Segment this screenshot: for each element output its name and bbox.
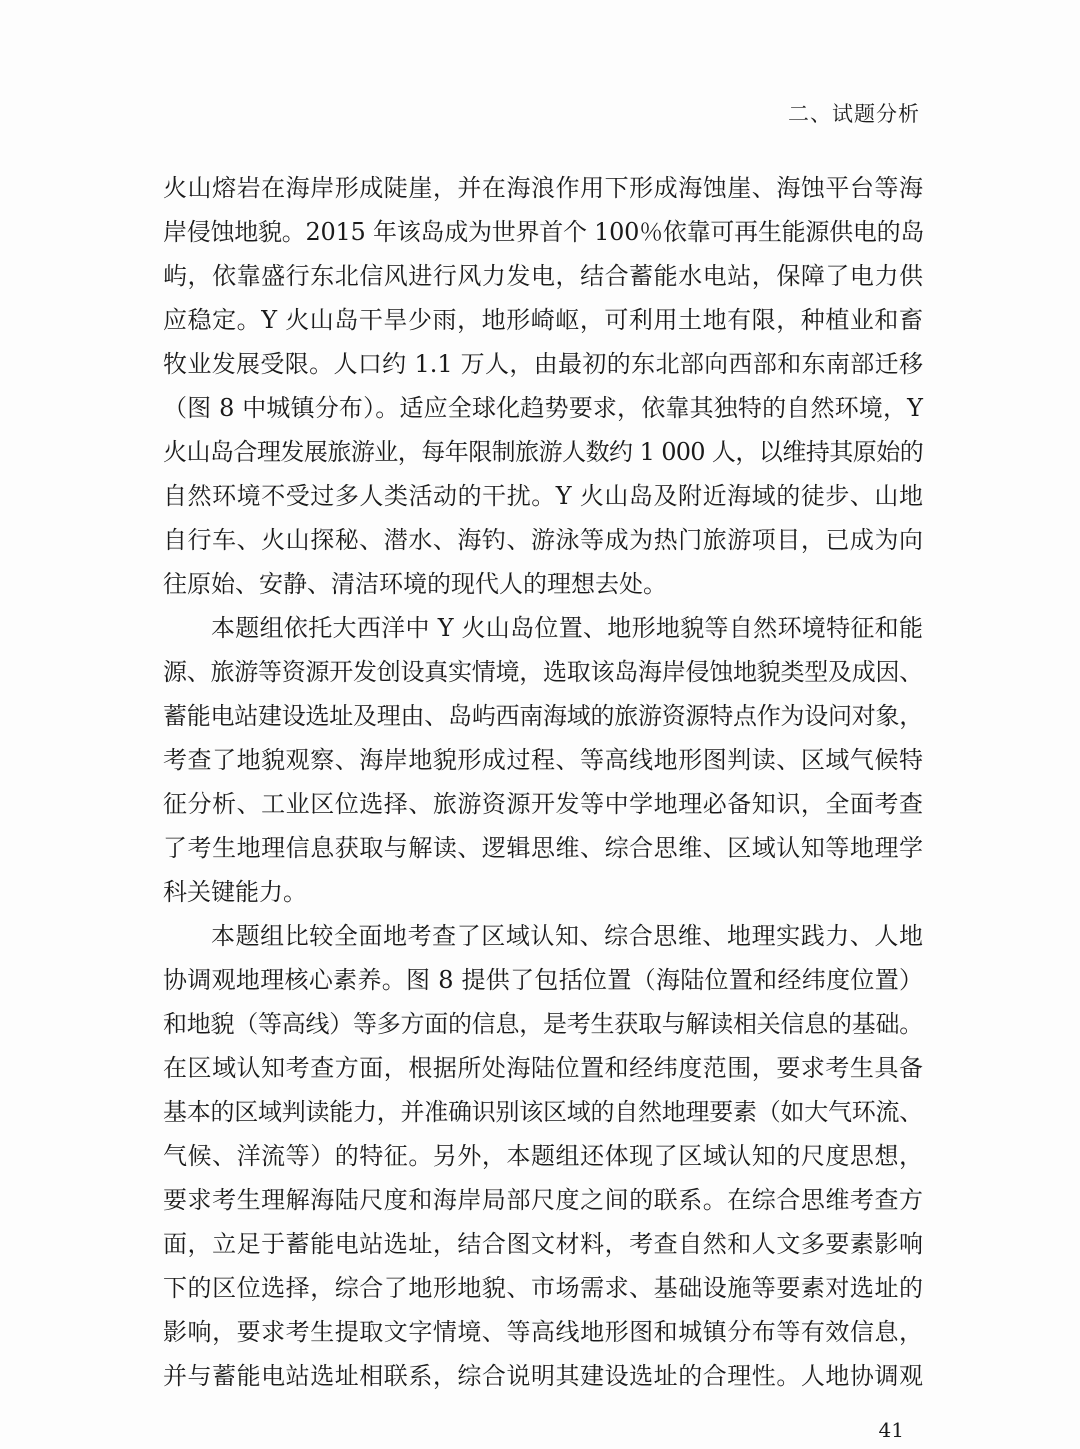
- text-line: 源、旅游等资源开发创设真实情境，选取该岛海岸侵蚀地貌类型及成因、: [163, 658, 923, 686]
- text-line: 蓄能电站建设选址及理由、岛屿西南海域的旅游资源特点作为设问对象，: [163, 702, 923, 730]
- text-line: 本题组依托大西洋中 Y 火山岛位置、地形地貌等自然环境特征和能: [211, 614, 923, 642]
- text-line: 面，立足于蓄能电站选址，结合图文材料，考查自然和人文多要素影响: [163, 1230, 923, 1258]
- page-number: 41: [878, 1418, 904, 1442]
- text-line: 要求考生理解海陆尺度和海岸局部尺度之间的联系。在综合思维考查方: [163, 1186, 923, 1214]
- text-line: 火山熔岩在海岸形成陡崖，并在海浪作用下形成海蚀崖、海蚀平台等海: [163, 174, 923, 202]
- text-line: 自行车、火山探秘、潜水、海钓、游泳等成为热门旅游项目，已成为向: [163, 526, 923, 554]
- text-line: 自然环境不受过多人类活动的干扰。Y 火山岛及附近海域的徒步、山地: [163, 482, 923, 510]
- text-line: 了考生地理信息获取与解读、逻辑思维、综合思维、区域认知等地理学: [163, 834, 923, 862]
- paragraph-2: [163, 606, 923, 914]
- paragraph-3: [163, 914, 923, 1398]
- text-line: 屿，依靠盛行东北信风进行风力发电，结合蓄能水电站，保障了电力供: [163, 262, 923, 290]
- text-line: 本题组比较全面地考查了区域认知、综合思维、地理实践力、人地: [211, 922, 923, 950]
- text-line: 协调观地理核心素养。图 8 提供了包括位置（海陆位置和经纬度位置）: [163, 966, 923, 994]
- paragraph-1: [163, 166, 923, 606]
- text-line: 下的区位选择，综合了地形地貌、市场需求、基础设施等要素对选址的: [163, 1274, 923, 1302]
- text-line: 征分析、工业区位选择、旅游资源开发等中学地理必备知识，全面考查: [163, 790, 923, 818]
- text-line: 火山岛合理发展旅游业，每年限制旅游人数约 1 000 人，以维持其原始的: [163, 438, 923, 466]
- text-line: 岸侵蚀地貌。2015 年该岛成为世界首个 100％依靠可再生能源供电的岛: [163, 218, 925, 246]
- text-line: 影响，要求考生提取文字情境、等高线地形图和城镇分布等有效信息，: [163, 1318, 923, 1346]
- text-line: 往原始、安静、清洁环境的现代人的理想去处。: [163, 570, 667, 598]
- text-line: 基本的区域判读能力，并准确识别该区域的自然地理要素（如大气环流、: [163, 1098, 923, 1126]
- text-line: 气候、洋流等）的特征。另外，本题组还体现了区域认知的尺度思想，: [163, 1142, 923, 1170]
- text-line: 和地貌（等高线）等多方面的信息，是考生获取与解读相关信息的基础。: [163, 1010, 923, 1038]
- running-header: 二、试题分析: [788, 102, 920, 126]
- text-line: 在区域认知考查方面，根据所处海陆位置和经纬度范围，要求考生具备: [163, 1054, 923, 1082]
- text-line: 并与蓄能电站选址相联系，综合说明其建设选址的合理性。人地协调观: [163, 1362, 923, 1390]
- text-line: 牧业发展受限。人口约 1.1 万人，由最初的东北部向西部和东南部迁移: [163, 350, 923, 378]
- text-line: 考查了地貌观察、海岸地貌形成过程、等高线地形图判读、区域气候特: [163, 746, 923, 774]
- text-line: 科关键能力。: [163, 878, 307, 906]
- body-text: [163, 166, 923, 1398]
- text-line: （图 8 中城镇分布）。适应全球化趋势要求，依靠其独特的自然环境，Y: [163, 394, 923, 422]
- text-line: 应稳定。Y 火山岛干旱少雨，地形崎岖，可利用土地有限，种植业和畜: [163, 306, 923, 334]
